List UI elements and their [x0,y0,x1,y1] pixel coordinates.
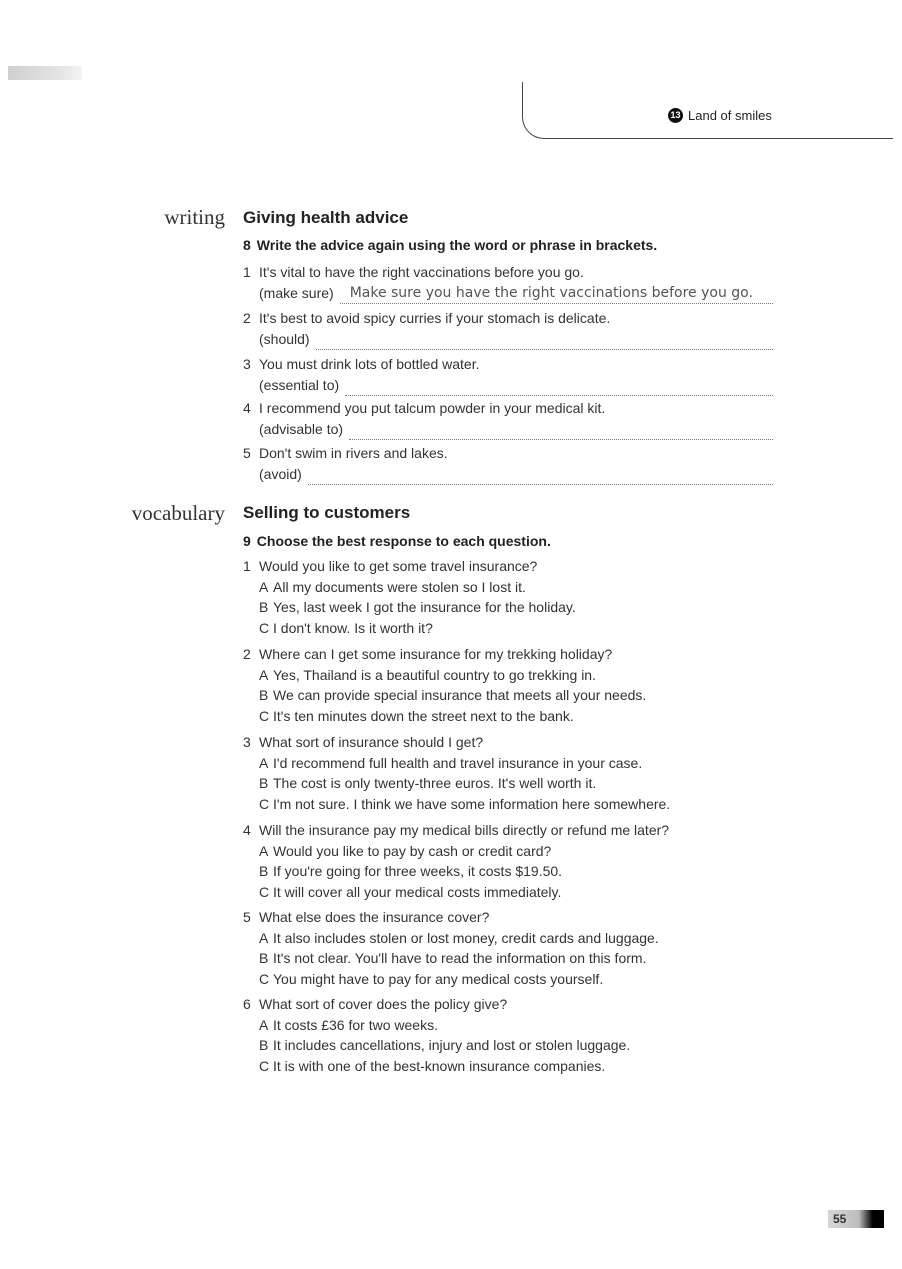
question-number: 5 [243,909,251,925]
exercise-9-instruction [243,533,551,549]
answer-option[interactable] [243,597,763,618]
item-sentence: It's vital to have the right vaccinations before you go. [259,264,584,280]
writing-item [243,443,773,485]
option-text: The cost is only twenty-three euros. It's well worth it. [273,775,597,792]
option-letter: C [259,707,270,724]
section-label-writing: writing [164,205,225,229]
unit-title: Land of smiles [688,108,772,123]
option-text: Would you like to pay by cash or credit card? [273,842,552,859]
item-sentence: You must drink lots of bottled water. [259,356,480,372]
option-text: You might have to pay for any medical costs yourself. [273,970,604,987]
answer-option[interactable] [243,577,763,598]
answer-option[interactable] [243,861,763,882]
option-letter: A [259,578,269,595]
item-number: 3 [243,356,251,372]
option-letter: C [259,1057,270,1074]
option-text: I'm not sure. I think we have some information here somewhere. [273,795,671,812]
answer-option[interactable] [243,882,763,903]
option-text: It also includes stolen or lost money, credit cards and luggage. [273,929,659,946]
option-letter: A [259,754,269,771]
answer-option[interactable] [243,928,763,949]
page-number: 55 [833,1212,847,1226]
answer-option[interactable] [243,948,763,969]
answer-option[interactable] [243,685,763,706]
option-letter: A [259,842,269,859]
option-letter: B [259,687,269,704]
question-text: What sort of insurance should I get? [259,734,484,750]
answer-option[interactable] [243,665,763,686]
instruction-text: Write the advice again using the word or phrase in brackets. [256,237,658,253]
question-text: Will the insurance pay my medical bills directly or refund me later? [259,822,670,838]
corner-tab-decoration [8,66,82,80]
section-label-vocabulary: vocabulary [131,501,225,525]
answer-option[interactable] [243,969,763,990]
item-sentence: It's best to avoid spicy curries if your stomach is delicate. [259,310,611,326]
question-number: 6 [243,996,251,1012]
answer-option[interactable] [243,1035,763,1056]
answer-option[interactable] [243,1056,763,1077]
section-title-vocabulary: Selling to customers [243,503,411,522]
item-hint: (make sure) [259,285,334,301]
answer-option[interactable] [243,794,763,815]
item-number: 1 [243,264,251,280]
question-text: What else does the insurance cover? [259,909,490,925]
option-text: Yes, last week I got the insurance for the holiday. [273,599,576,616]
option-text: It is with one of the best-known insurance companies. [273,1057,606,1074]
answer-option[interactable] [243,618,763,639]
question-number: 1 [243,558,251,574]
option-text: I'd recommend full health and travel insurance in your case. [273,754,643,771]
answer-option[interactable] [243,841,763,862]
item-sentence: Don't swim in rivers and lakes. [259,445,448,461]
item-hint: (essential to) [259,377,340,393]
handwritten-answer: Make sure you have the right vaccinations before you go. [349,285,753,301]
option-letter: B [259,863,269,880]
question-text: What sort of cover does the policy give? [259,996,508,1012]
item-hint: (should) [259,331,310,347]
question-number: 2 [243,646,251,662]
option-text: It costs £36 for two weeks. [273,1016,438,1033]
answer-option[interactable] [243,1015,763,1036]
option-text: If you're going for three weeks, it costs $19.50. [273,863,563,880]
page-number-tab [828,1210,884,1228]
item-hint: (avoid) [259,466,302,482]
question [243,732,763,814]
exercise-number: 9 [243,533,251,549]
writing-item [243,398,773,440]
option-letter: B [259,775,269,792]
instruction-text: Choose the best response to each question. [256,533,551,549]
option-letter: A [259,666,269,683]
option-text: All my documents were stolen so I lost it. [273,578,526,595]
writing-item [243,354,773,396]
option-text: I don't know. Is it worth it? [273,619,433,636]
option-text: We can provide special insurance that meets all your needs. [273,687,647,704]
question [243,907,763,989]
answer-option[interactable] [243,773,763,794]
option-text: It's not clear. You'll have to read the information on this form. [273,950,647,967]
exercise-8-instruction [243,237,657,253]
question-text: Where can I get some insurance for my trekking holiday? [259,646,613,662]
item-sentence: I recommend you put talcum powder in your medical kit. [259,400,606,416]
item-hint: (advisable to) [259,421,344,437]
question [243,820,763,902]
option-text: Yes, Thailand is a beautiful country to go trekking in. [273,666,596,683]
option-letter: B [259,950,269,967]
answer-line[interactable] [349,424,773,440]
option-text: It will cover all your medical costs immediately. [273,883,562,900]
question-text: Would you like to get some travel insurance? [259,558,538,574]
answer-line[interactable] [308,469,773,485]
option-letter: A [259,929,269,946]
option-text: It includes cancellations, injury and lost or stolen luggage. [273,1037,631,1054]
unit-header [668,108,772,123]
answer-line[interactable] [345,380,773,396]
option-letter: C [259,970,270,987]
section-title-writing: Giving health advice [243,208,409,227]
question [243,644,763,726]
unit-number-badge: 13 [668,108,683,123]
option-letter: B [259,1037,269,1054]
option-text: It's ten minutes down the street next to the bank. [273,707,574,724]
answer-option[interactable] [243,706,763,727]
option-letter: C [259,619,270,636]
question [243,994,763,1076]
item-number: 4 [243,400,251,416]
question [243,556,763,638]
writing-item [243,308,773,350]
option-letter: C [259,883,270,900]
option-letter: A [259,1016,269,1033]
answer-line[interactable] [340,285,773,304]
item-number: 2 [243,310,251,326]
writing-item [243,262,773,304]
question-number: 4 [243,822,251,838]
exercise-number: 8 [243,237,251,253]
question-number: 3 [243,734,251,750]
option-letter: B [259,599,269,616]
option-letter: C [259,795,270,812]
answer-option[interactable] [243,753,763,774]
answer-line[interactable] [316,334,773,350]
item-number: 5 [243,445,251,461]
